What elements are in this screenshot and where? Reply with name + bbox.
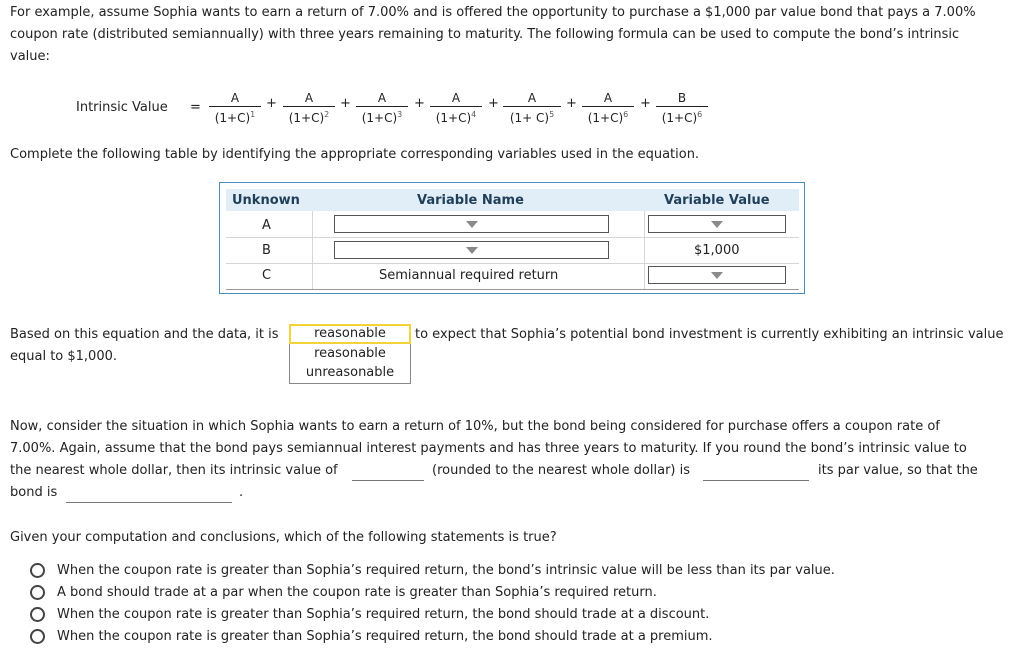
column-divider xyxy=(644,211,645,289)
plus-sign: + xyxy=(566,96,577,111)
formula-label: Intrinsic Value xyxy=(76,100,168,115)
scenario-line-3c: its par value, so that the xyxy=(818,463,978,478)
row-divider xyxy=(226,289,799,290)
formula-term-4: $\frac{A}{(1+C)^4}$ xyxy=(430,90,482,126)
formula-term-7: $\frac{B}{(1+C)^6}$ xyxy=(656,90,708,126)
answer-option-label: When the coupon rate is greater than Sophia’s required return, the bond’s intrinsic value will be less than its par value. xyxy=(57,563,835,578)
reasonable-selected-value: reasonable xyxy=(314,326,386,341)
plus-sign: + xyxy=(266,96,277,111)
scenario-period: . xyxy=(239,485,244,500)
intrinsic-value-input[interactable] xyxy=(352,480,424,481)
variable-name-b-dropdown[interactable] xyxy=(334,241,609,259)
answer-option-label: When the coupon rate is greater than Sophia’s required return, the bond should trade at a premium. xyxy=(57,629,713,644)
radio-button-icon[interactable] xyxy=(30,585,45,600)
answer-option-2[interactable] xyxy=(30,584,930,602)
bond-status-input[interactable] xyxy=(66,502,232,503)
radio-button-icon[interactable] xyxy=(30,607,45,622)
dropdown-arrow-icon xyxy=(466,221,478,228)
comparison-input[interactable] xyxy=(703,480,809,481)
answer-option-label: A bond should trade at a par when the coupon rate is greater than Sophia’s required return. xyxy=(57,585,657,600)
variable-value-a-dropdown[interactable] xyxy=(648,215,786,233)
scenario-line-4a: bond is xyxy=(10,485,58,500)
formula-term-6: $\frac{A}{(1+C)^6}$ xyxy=(582,90,634,126)
dropdown-arrow-icon xyxy=(466,247,478,254)
answer-option-3[interactable] xyxy=(30,606,930,624)
header-variable-value: Variable Value xyxy=(664,193,770,208)
answer-option-4[interactable] xyxy=(30,628,930,646)
variable-value-c-dropdown[interactable] xyxy=(648,266,786,284)
unknown-a: A xyxy=(262,218,271,233)
reasonable-options-list xyxy=(289,344,411,384)
formula-term-2: $\frac{A}{(1+C)^2}$ xyxy=(283,90,335,126)
radio-button-icon[interactable] xyxy=(30,629,45,644)
reasonable-text-before: Based on this equation and the data, it is xyxy=(10,327,279,342)
option-reasonable[interactable]: reasonable xyxy=(314,346,386,361)
intro-line-1: For example, assume Sophia wants to earn a return of 7.00% and is offered the opportunity to purchase a $1,000 par value bond that pays a 7.00% xyxy=(10,5,976,20)
plus-sign: + xyxy=(340,96,351,111)
formula-term-5: $\frac{A}{(1+ C)^5}$ xyxy=(503,90,561,126)
intro-line-2: coupon rate (distributed semiannually) with three years remaining to maturity. The following formula can be used to compute the bond’s intrinsic xyxy=(10,27,960,42)
header-unknown: Unknown xyxy=(232,193,300,208)
variable-value-b: $1,000 xyxy=(694,243,740,258)
formula-equals: = xyxy=(190,100,201,115)
option-unreasonable[interactable]: unreasonable xyxy=(305,365,395,380)
answer-option-label: When the coupon rate is greater than Sophia’s required return, the bond should trade at a discount. xyxy=(57,607,710,622)
dropdown-arrow-icon xyxy=(711,272,723,279)
variable-name-c: Semiannual required return xyxy=(379,268,559,283)
dropdown-arrow-icon xyxy=(711,221,723,228)
header-variable-name: Variable Name xyxy=(417,193,524,208)
unknown-c: C xyxy=(262,268,272,283)
reasonable-select[interactable] xyxy=(289,324,411,344)
table-instruction: Complete the following table by identifying the appropriate corresponding variables used in the equation. xyxy=(10,147,700,162)
intro-text xyxy=(10,2,976,68)
question-text: Given your computation and conclusions, which of the following statements is true? xyxy=(10,530,557,545)
scenario-line-1: Now, consider the situation in which Sophia wants to earn a return of 10%, but the bond being considered for purchase offers a coupon rate of xyxy=(10,419,940,434)
formula-term-1: $\frac{A}{(1+C)^1}$ xyxy=(209,90,261,126)
column-divider xyxy=(312,211,313,289)
plus-sign: + xyxy=(414,96,425,111)
scenario-line-3a: the nearest whole dollar, then its intrinsic value of xyxy=(10,463,338,478)
scenario-line-2: 7.00%. Again, assume that the bond pays semiannual interest payments and has three years to maturity. If you round the bond’s intrinsic value to xyxy=(10,441,967,456)
intro-line-3: value: xyxy=(10,49,50,64)
scenario-line-3b: (rounded to the nearest whole dollar) is xyxy=(432,463,691,478)
unknown-b: B xyxy=(262,243,271,258)
plus-sign: + xyxy=(640,96,651,111)
row-divider xyxy=(226,263,799,264)
formula-term-3: $\frac{A}{(1+C)^3}$ xyxy=(356,90,408,126)
row-divider xyxy=(226,237,799,238)
radio-button-icon[interactable] xyxy=(30,563,45,578)
variables-table xyxy=(219,182,805,294)
plus-sign: + xyxy=(488,96,499,111)
answer-option-1[interactable] xyxy=(30,562,930,580)
reasonable-text-line2: equal to $1,000. xyxy=(10,349,118,364)
reasonable-text-after: to expect that Sophia’s potential bond investment is currently exhibiting an intrinsic value xyxy=(415,327,1004,342)
variable-name-a-dropdown[interactable] xyxy=(334,215,609,233)
